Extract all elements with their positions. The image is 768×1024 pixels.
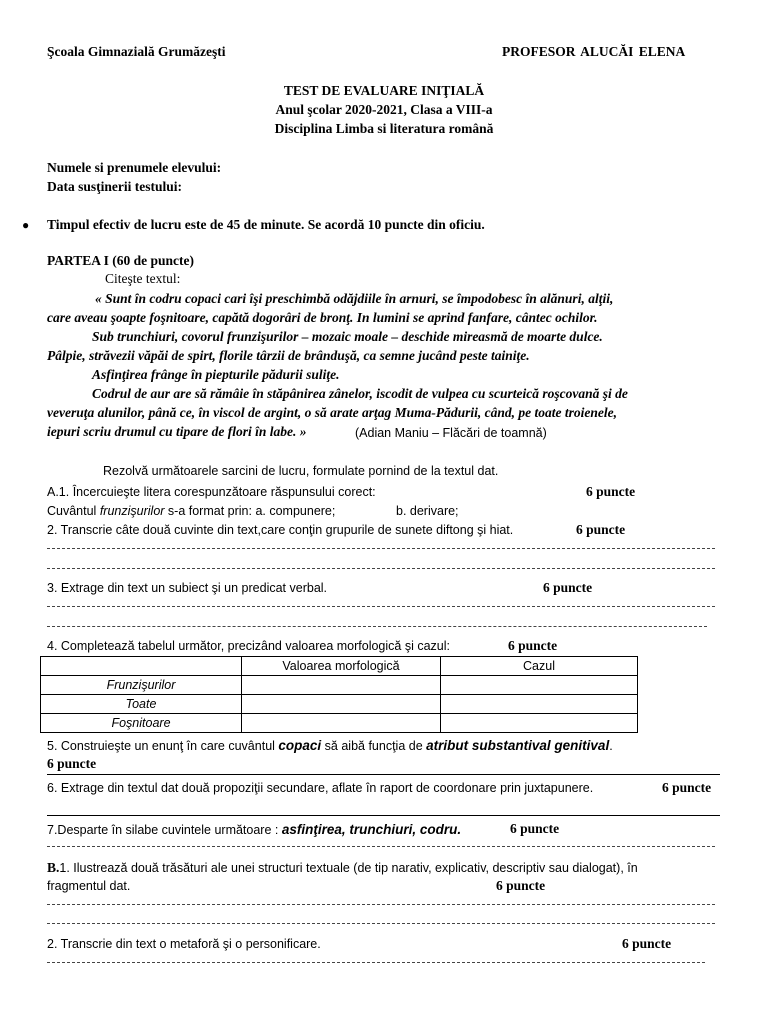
passage-line: veveruţa alunilor, până ce, în viscol de argint, o să arate arţag Muma-Pădurii, când, pe toate troienele,: [47, 405, 617, 420]
passage-line: Pâlpie, străvezii văpăi de spirt, florile târzii de brânduşă, ca semne jucând peste tainiţe.: [47, 348, 530, 363]
table-row: [41, 676, 638, 695]
table-row-label: Frunzişurilor: [41, 676, 242, 695]
answer-line[interactable]: [47, 606, 715, 607]
student-name-label: Numele si prenumele elevului:: [47, 160, 222, 175]
answer-line[interactable]: [47, 815, 720, 816]
task-a1-option-b: b. derivare;: [396, 504, 459, 518]
points: 6 puncte: [662, 780, 712, 795]
task-2: 2. Transcrie câte două cuvinte din text,care conţin grupurile de sunete diftong şi hiat.: [47, 523, 514, 537]
answer-cell[interactable]: [441, 676, 638, 695]
task-4: 4. Completează tabelul următor, precizând valoarea morfologică şi cazul:: [47, 639, 450, 653]
points: 6 puncte: [586, 484, 636, 499]
answer-line[interactable]: [47, 568, 715, 569]
points: 6 puncte: [508, 638, 558, 653]
points: 6 puncte: [47, 756, 97, 771]
answer-line[interactable]: [47, 923, 715, 924]
answer-line[interactable]: [47, 846, 715, 847]
answer-cell[interactable]: [242, 676, 441, 695]
task-5: 5. Construieşte un enunţ în care cuvântul copaci să aibă funcţia de atribut substantival genitival.: [47, 738, 613, 753]
school-year: Anul şcolar 2020-2021, Clasa a VIII-a: [275, 102, 493, 117]
task-b2: 2. Transcrie din text o metaforă şi o personificare.: [47, 937, 321, 951]
part1-heading: PARTEA I (60 de puncte): [47, 253, 195, 268]
points: 6 puncte: [622, 936, 672, 951]
passage-line: Asfinţirea frânge în piepturile pădurii suliţe.: [92, 367, 340, 382]
answer-line[interactable]: [47, 626, 707, 627]
table-header: Cazul: [441, 657, 638, 676]
passage-line: iepuri scriu drumul cu tipare de flori în labe. »: [47, 424, 307, 439]
table-row: [41, 714, 638, 733]
table-row: [41, 695, 638, 714]
morphology-table: [40, 656, 638, 733]
task-a1-sub: Cuvântul frunzişurilor s-a format prin: a. compunere;: [47, 504, 336, 518]
answer-cell[interactable]: [242, 714, 441, 733]
answer-line[interactable]: [47, 548, 715, 549]
school-name: Şcoala Gimnazială Grumăzeşti: [47, 44, 226, 59]
passage-line: Codrul de aur are să rămâie în stăpânirea zânelor, iscodit de vulpea cu scurteică roşcovană şi de: [92, 386, 628, 401]
points: 6 puncte: [510, 821, 560, 836]
answer-line[interactable]: [47, 904, 715, 905]
test-title: TEST DE EVALUARE INIŢIALĂ: [283, 83, 485, 98]
bullet-icon: ●: [22, 218, 30, 232]
discipline: Disciplina Limba si literatura română: [274, 121, 494, 136]
answer-cell[interactable]: [242, 695, 441, 714]
answer-cell[interactable]: [441, 714, 638, 733]
passage-source: (Adian Maniu – Flăcări de toamnă): [355, 426, 547, 440]
teacher-name: PROFESOR ALUCĂI ELENA: [502, 44, 686, 59]
passage-line: care aveau şoapte foşnitoare, capătă dogorâri de bronţ. In lumini se aprind fanfare, cântec ochilor.: [47, 310, 598, 325]
task-a1: A.1. Încercuieşte litera corespunzătoare răspunsului corect:: [47, 485, 376, 499]
table-header-row: [41, 657, 638, 676]
answer-line[interactable]: [47, 962, 705, 963]
answer-cell[interactable]: [441, 695, 638, 714]
task-7: 7.Desparte în silabe cuvintele următoare : asfinţirea, trunchiuri, codru.: [47, 822, 462, 837]
task-b1: B.1. Ilustrează două trăsături ale unei structuri textuale (de tip narativ, explicativ, descriptiv sau dialogat), în: [47, 860, 638, 875]
table-cell: [41, 657, 242, 676]
task-6: 6. Extrage din textul dat două propoziţii secundare, aflate în raport de coordonare prin juxtapunere.: [47, 781, 594, 795]
table-header: Valoarea morfologică: [242, 657, 441, 676]
task-b1-cont: fragmentul dat.: [47, 879, 131, 893]
table-row-label: Foşnitoare: [41, 714, 242, 733]
test-date-label: Data susţinerii testului:: [47, 179, 182, 194]
passage-line: « Sunt în codru copaci cari îşi preschimbă odăjdiile în arnuri, se împodobesc în alănuri, alţii,: [95, 291, 614, 306]
table-row-label: Toate: [41, 695, 242, 714]
read-instruction: Citeşte textul:: [105, 271, 181, 286]
answer-line[interactable]: [47, 774, 720, 775]
points: 6 puncte: [543, 580, 593, 595]
tasks-intro: Rezolvă următoarele sarcini de lucru, formulate pornind de la textul dat.: [103, 464, 499, 478]
points: 6 puncte: [576, 522, 626, 537]
task-3: 3. Extrage din text un subiect şi un predicat verbal.: [47, 581, 328, 595]
time-note: Timpul efectiv de lucru este de 45 de minute. Se acordă 10 puncte din oficiu.: [47, 217, 485, 232]
points: 6 puncte: [496, 878, 546, 893]
passage-line: Sub trunchiuri, covorul frunzişurilor – mozaic moale – deschide mireasmă de moarte dulce.: [92, 329, 603, 344]
